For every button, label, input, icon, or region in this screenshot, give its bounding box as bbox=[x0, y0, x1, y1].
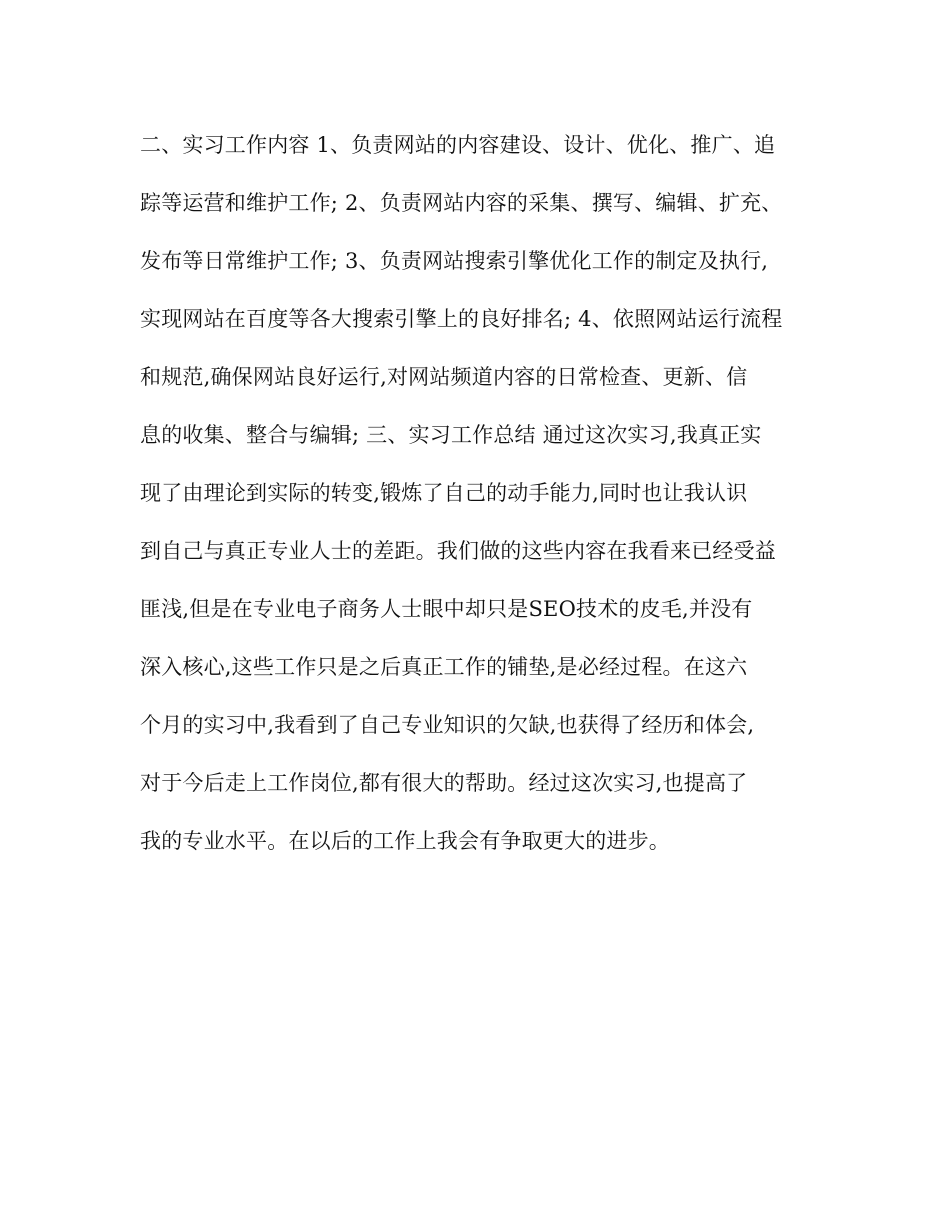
text-line: 二、实习工作内容 1、负责网站的内容建设、设计、优化、推广、追 bbox=[140, 133, 776, 157]
body-text bbox=[140, 118, 820, 872]
text-line: 踪等运营和维护工作; 2、负责网站内容的采集、撰写、编辑、扩充、 bbox=[140, 191, 783, 215]
text-line: 个月的实习中,我看到了自己专业知识的欠缺,也获得了经历和体会, bbox=[140, 713, 755, 737]
text-line: 匪浅,但是在专业电子商务人士眼中却只是SEO技术的皮毛,并没有 bbox=[140, 597, 753, 621]
text-line: 我的专业水平。在以后的工作上我会有争取更大的进步。 bbox=[140, 829, 670, 853]
text-line: 息的收集、整合与编辑; 三、实习工作总结 通过这次实习,我真正实 bbox=[140, 423, 762, 447]
text-line: 发布等日常维护工作; 3、负责网站搜索引擎优化工作的制定及执行, bbox=[140, 249, 769, 273]
text-line: 深入核心,这些工作只是之后真正工作的铺垫,是必经过程。在这六 bbox=[140, 655, 748, 679]
text-line: 和规范,确保网站良好运行,对网站频道内容的日常检查、更新、信 bbox=[140, 365, 748, 389]
text-line: 实现网站在百度等各大搜索引擎上的良好排名; 4、依照网站运行流程 bbox=[140, 307, 783, 331]
text-line: 现了由理论到实际的转变,锻炼了自己的动手能力,同时也让我认识 bbox=[140, 481, 748, 505]
text-line: 对于今后走上工作岗位,都有很大的帮助。经过这次实习,也提高了 bbox=[140, 771, 748, 795]
text-line: 到自己与真正专业人士的差距。我们做的这些内容在我看来已经受益 bbox=[140, 539, 776, 563]
